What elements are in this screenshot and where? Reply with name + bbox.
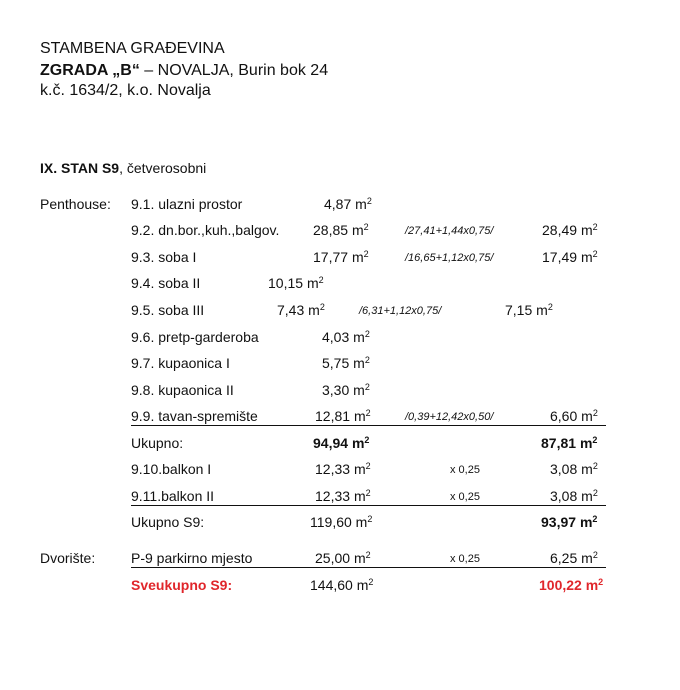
balcony-result: 3,08 $m^2$ (550, 488, 598, 504)
subtotal-label: Ukupno: (131, 435, 184, 451)
room-area: 12,81 $m^2$ (315, 408, 371, 424)
building-title (40, 62, 328, 80)
total-s9-area: 119,60 $m^2$ (310, 514, 373, 530)
room-name: 9.5. soba III (131, 302, 205, 318)
parking-factor: x 0,25 (450, 553, 480, 565)
subtotal-result: 87,81 $m^2$ (541, 435, 598, 451)
penthouse-label: Penthouse: (40, 196, 111, 212)
row-divider (131, 425, 606, 426)
building-name: ZGRADA „B“ (40, 62, 140, 79)
balcony-name: 9.10.balkon I (131, 461, 212, 477)
room-name: 9.2. dn.bor.,kuh.,balgov. (131, 222, 280, 238)
room-formula: /27,41+1,44x0,75/ (405, 225, 494, 237)
grand-total-label: Sveukupno S9: (131, 577, 233, 593)
balcony-factor: x 0,25 (450, 464, 480, 476)
parking-name: P-9 parkirno mjesto (131, 550, 253, 566)
room-formula: /6,31+1,12x0,75/ (359, 305, 442, 317)
balcony-name: 9.11.balkon II (131, 488, 215, 504)
grand-total-area: 144,60 $m^2$ (310, 577, 374, 593)
yard-label: Dvorište: (40, 550, 96, 566)
room-name: 9.4. soba II (131, 275, 201, 291)
balcony-result: 3,08 $m^2$ (550, 461, 598, 477)
room-formula: /0,39+12,42x0,50/ (405, 411, 494, 423)
total-s9-label: Ukupno S9: (131, 514, 205, 530)
room-name: 9.8. kupaonica II (131, 382, 234, 398)
room-formula: /16,65+1,12x0,75/ (405, 252, 494, 264)
room-area: 3,30 $m^2$ (322, 382, 370, 398)
room-result: 28,49 $m^2$ (542, 222, 598, 238)
balcony-area: 12,33 $m^2$ (315, 461, 371, 477)
row-divider (131, 505, 606, 506)
room-result: 7,15 $m^2$ (505, 302, 553, 318)
room-area: 5,75 $m^2$ (322, 355, 370, 371)
grand-total-result: 100,22 $m^2$ (539, 577, 604, 593)
room-name: 9.7. kupaonica I (131, 355, 230, 371)
room-result: 17,49 $m^2$ (542, 249, 598, 265)
room-name: 9.1. ulazni prostor (131, 196, 243, 212)
room-name: 9.3. soba I (131, 249, 197, 265)
balcony-factor: x 0,25 (450, 491, 480, 503)
building-type: STAMBENA GRAĐEVINA (40, 40, 225, 57)
room-area: 7,43 $m^2$ (277, 302, 325, 318)
room-result: 6,60 $m^2$ (550, 408, 598, 424)
room-name: 9.9. tavan-spremište (131, 408, 258, 424)
room-area: 17,77 $m^2$ (313, 249, 369, 265)
building-address: – NOVALJA, Burin bok 24 (139, 62, 329, 79)
balcony-area: 12,33 $m^2$ (315, 488, 371, 504)
total-s9-result: 93,97 $m^2$ (541, 514, 598, 530)
room-area: 4,03 $m^2$ (322, 329, 370, 345)
subtotal-area: 94,94 $m^2$ (313, 435, 370, 451)
room-area: 28,85 $m^2$ (313, 222, 369, 238)
cadastral-info: k.č. 1634/2, k.o. Novalja (40, 82, 211, 99)
section-title (40, 160, 206, 176)
section-title-bold: IX. STAN S9 (40, 160, 120, 176)
room-area: 10,15 $m^2$ (268, 275, 324, 291)
parking-area: 25,00 $m^2$ (315, 550, 371, 566)
parking-result: 6,25 $m^2$ (550, 550, 598, 566)
room-name: 9.6. pretp-garderoba (131, 329, 259, 345)
section-title-rest: , četverosobni (119, 160, 207, 176)
room-area: 4,87 $m^2$ (324, 196, 372, 212)
row-divider (131, 567, 606, 568)
